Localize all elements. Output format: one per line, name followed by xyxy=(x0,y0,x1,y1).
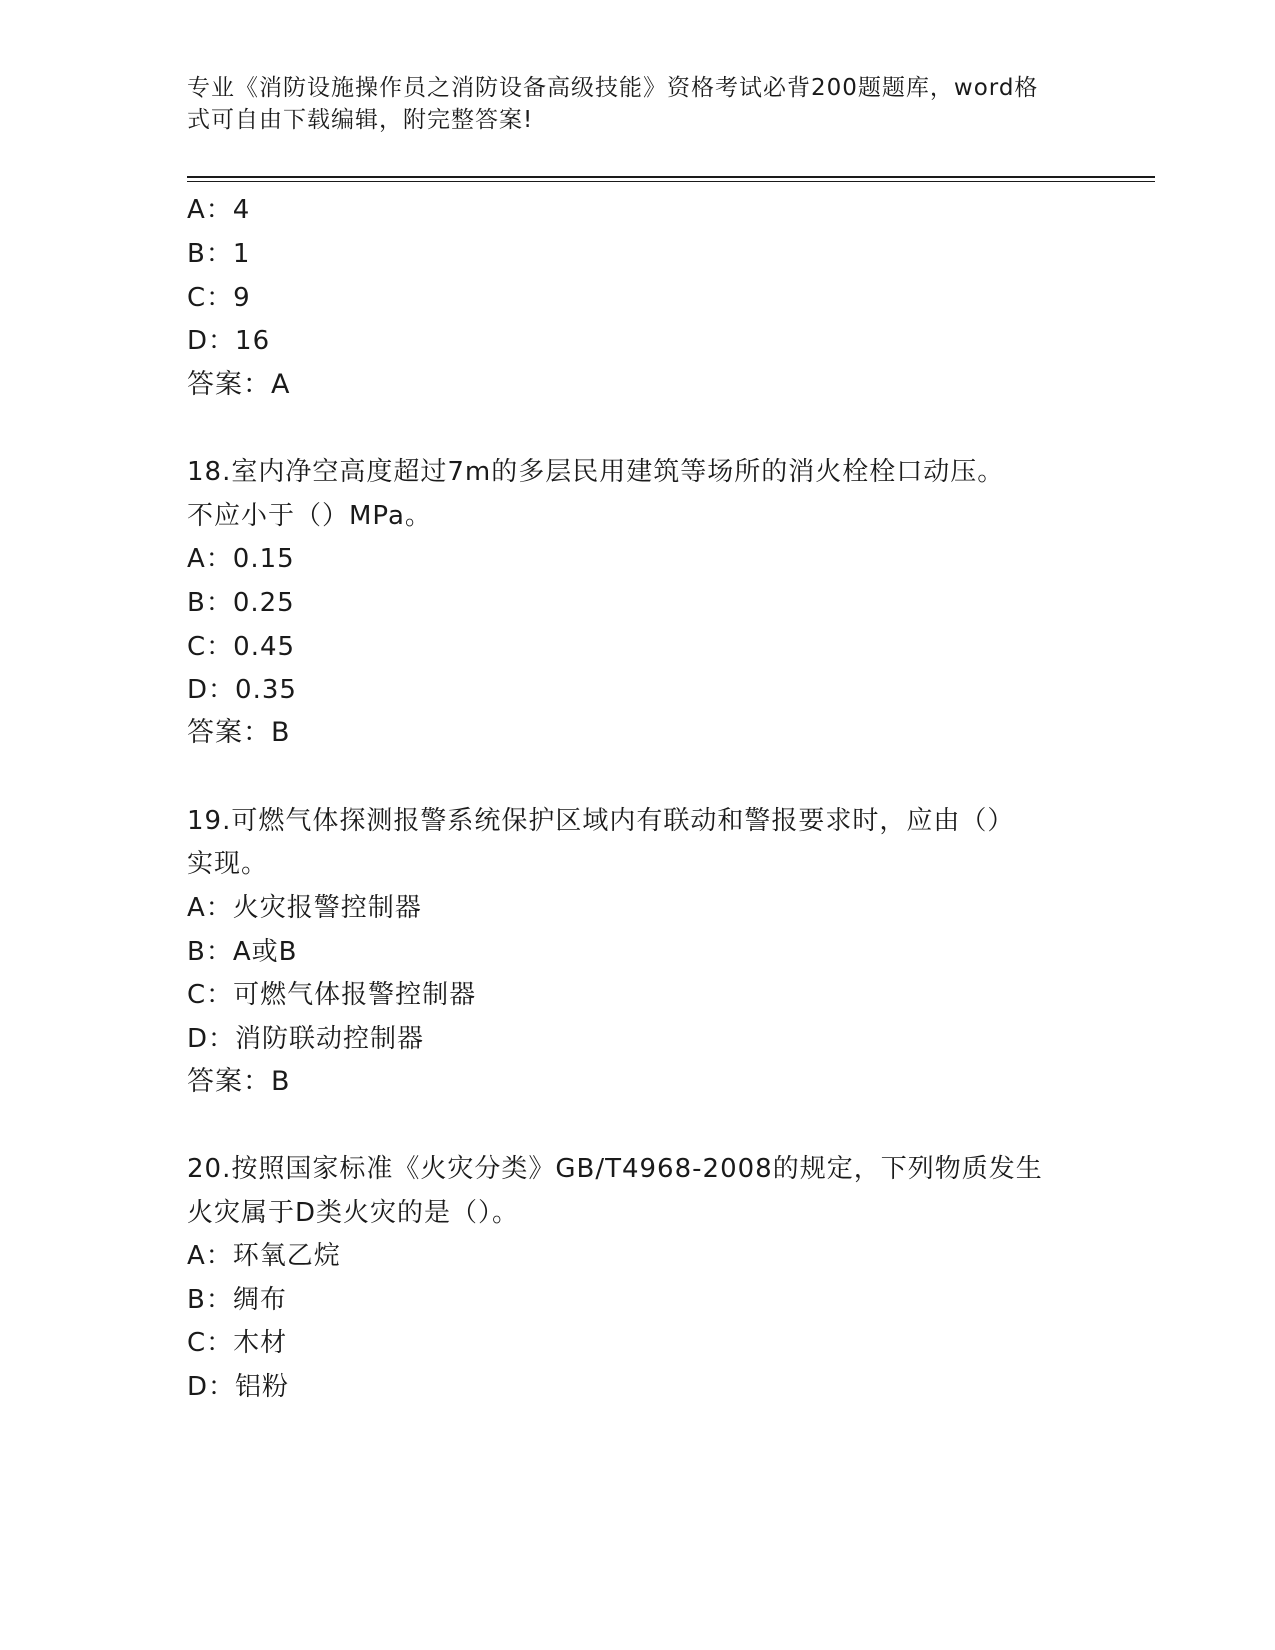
q18-option-b: B：0.25 xyxy=(187,588,295,618)
q17-option-d: D：16 xyxy=(187,326,271,356)
q20-option-d: D：铝粉 xyxy=(187,1372,290,1402)
header-divider-thick xyxy=(187,176,1155,178)
q17-option-a: A：4 xyxy=(187,195,251,225)
q17-option-c: C：9 xyxy=(187,283,251,313)
q19-stem-line-2: 实现。 xyxy=(187,849,269,879)
q20-option-b: B：绸布 xyxy=(187,1285,287,1315)
q18-stem-line-2: 不应小于（）MPa。 xyxy=(187,501,432,531)
q20-stem-line-2: 火灾属于D类火灾的是（）。 xyxy=(187,1198,520,1228)
q19-answer: 答案：B xyxy=(187,1066,291,1097)
q19-option-c: C：可燃气体报警控制器 xyxy=(187,980,477,1010)
q18-option-a: A：0.15 xyxy=(187,544,295,574)
q18-option-d: D：0.35 xyxy=(187,675,297,705)
q17-answer: 答案：A xyxy=(187,369,291,400)
q18-stem-line-1: 18.室内净空高度超过7m的多层民用建筑等场所的消火栓栓口动压。 xyxy=(187,457,1005,487)
q20-option-c: C：木材 xyxy=(187,1328,288,1358)
q19-option-a: A：火灾报警控制器 xyxy=(187,893,422,923)
q20-option-a: A：环氧乙烷 xyxy=(187,1241,341,1271)
q19-option-d: D：消防联动控制器 xyxy=(187,1024,425,1054)
document-header xyxy=(187,72,1067,136)
q19-option-b: B：A或B xyxy=(187,937,298,967)
q17-option-b: B：1 xyxy=(187,239,251,269)
q18-answer: 答案：B xyxy=(187,717,291,748)
q19-stem-line-1: 19.可燃气体探测报警系统保护区域内有联动和警报要求时，应由（） xyxy=(187,806,1015,836)
header-line-1: 专业《消防设施操作员之消防设备高级技能》资格考试必背200题题库，word格 xyxy=(187,75,1039,101)
header-line-2: 式可自由下载编辑，附完整答案! xyxy=(187,107,534,133)
q18-option-c: C：0.45 xyxy=(187,632,296,662)
q20-stem-line-1: 20.按照国家标准《火灾分类》GB/T4968-2008的规定，下列物质发生 xyxy=(187,1154,1043,1184)
header-divider-thin xyxy=(187,181,1155,182)
